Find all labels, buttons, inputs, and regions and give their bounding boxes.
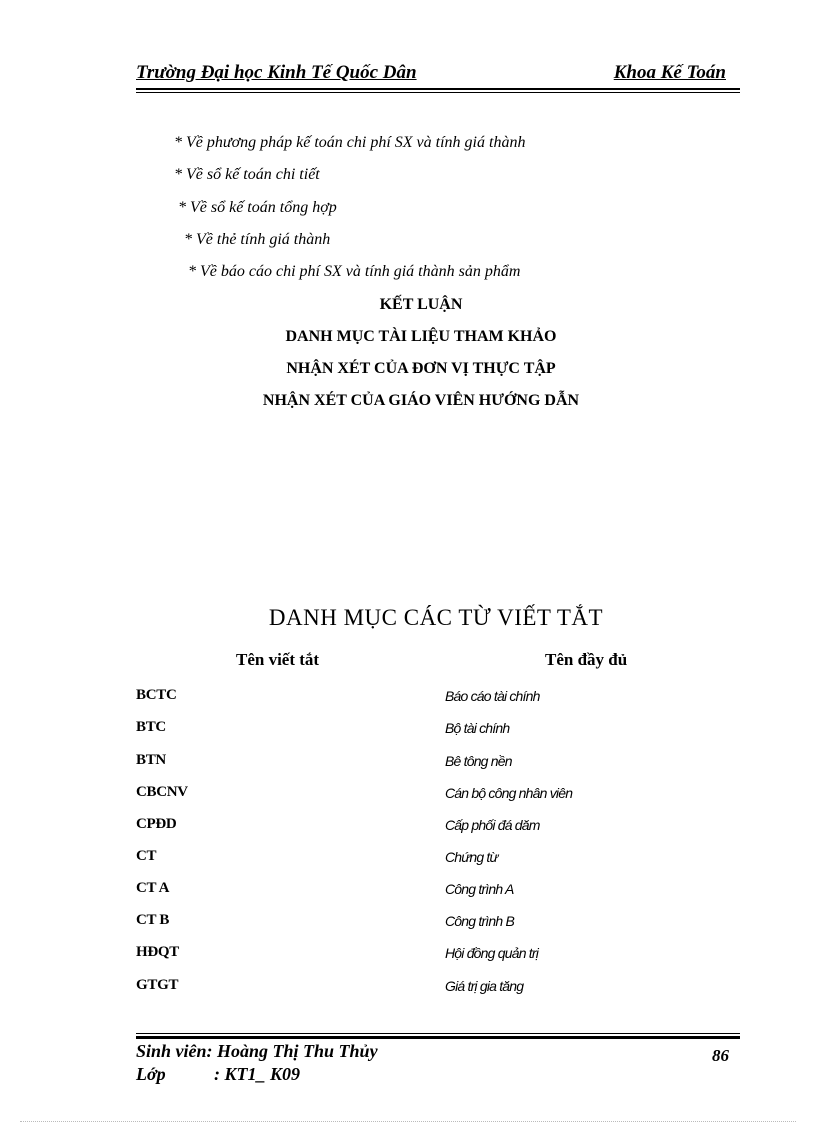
- abbreviation-short: BTC: [136, 719, 166, 735]
- abbreviation-row: [0, 880, 816, 904]
- abbreviation-full: Cấp phối đá dăm: [445, 817, 540, 833]
- abbreviation-short: GTGT: [136, 977, 179, 993]
- toc-section: NHẬN XÉT CỦA ĐƠN VỊ THỰC TẬP: [286, 360, 556, 377]
- toc-item: * Về thẻ tính giá thành: [184, 231, 331, 248]
- abbreviation-full: Công trình B: [445, 913, 514, 929]
- abbreviation-full: Công trình A: [445, 881, 514, 897]
- abbreviation-full: Bê tông nền: [445, 753, 512, 769]
- class-line: [136, 1064, 301, 1085]
- abbreviation-short: CBCNV: [136, 784, 188, 800]
- toc-item: * Về sổ kế toán chi tiết: [174, 166, 320, 183]
- toc-item: * Về phương pháp kế toán chi phí SX và tính giá thành: [174, 134, 526, 151]
- page-header: [136, 62, 738, 86]
- abbreviation-full: Báo cáo tài chính: [445, 688, 540, 704]
- toc-section: KẾT LUẬN: [379, 296, 463, 313]
- abbreviation-short: BTN: [136, 752, 166, 768]
- abbreviation-row: [0, 816, 816, 840]
- footer-rule-thin: [136, 1033, 740, 1034]
- abbreviation-full: Giá trị gia tăng: [445, 978, 524, 994]
- header-rule-thick: [136, 88, 740, 90]
- abbreviation-row: [0, 977, 816, 1001]
- abbreviation-row: [0, 944, 816, 968]
- faculty-name: Khoa Kế Toán: [613, 62, 726, 83]
- class-label: Lớp: [136, 1064, 166, 1084]
- abbreviation-short: CPĐD: [136, 816, 177, 832]
- abbreviation-row: [0, 912, 816, 936]
- page-bottom-divider: [20, 1121, 796, 1122]
- abbreviation-row: [0, 784, 816, 808]
- class-value: : KT1_ K09: [214, 1064, 301, 1084]
- abbreviation-row: [0, 719, 816, 743]
- abbreviation-short: CT A: [136, 880, 170, 896]
- abbreviation-title: DANH MỤC CÁC TỪ VIẾT TẮT: [268, 605, 604, 630]
- abbreviation-short: BCTC: [136, 687, 177, 703]
- toc-item: * Về sổ kế toán tổng hợp: [178, 199, 337, 216]
- abbreviation-full: Hội đồng quản trị: [445, 945, 539, 961]
- footer-rule-thick: [136, 1036, 740, 1039]
- university-name: Trường Đại học Kinh Tế Quốc Dân: [136, 62, 417, 83]
- page-number: 86: [712, 1046, 729, 1065]
- abbreviation-short: CT B: [136, 912, 170, 928]
- toc-section: DANH MỤC TÀI LIỆU THAM KHẢO: [285, 328, 557, 345]
- toc-item: * Về báo cáo chi phí SX và tính giá thành sản phẩm: [188, 263, 521, 280]
- abbreviation-short: CT: [136, 848, 157, 864]
- abbreviation-row: [0, 752, 816, 776]
- header-rule-thin: [136, 92, 740, 93]
- toc-section: NHẬN XÉT CỦA GIÁO VIÊN HƯỚNG DẪN: [262, 392, 580, 409]
- column-header-short: Tên viết tắt: [236, 650, 320, 669]
- student-name: Sinh viên: Hoàng Thị Thu Thủy: [136, 1041, 378, 1061]
- abbreviation-full: Chứng từ: [445, 849, 498, 865]
- abbreviation-short: HĐQT: [136, 944, 179, 960]
- abbreviation-full: Cán bộ công nhân viên: [445, 785, 573, 801]
- abbreviation-row: [0, 687, 816, 711]
- abbreviation-full: Bộ tài chính: [445, 720, 510, 736]
- column-header-full: Tên đầy đủ: [545, 650, 628, 669]
- abbreviation-row: [0, 848, 816, 872]
